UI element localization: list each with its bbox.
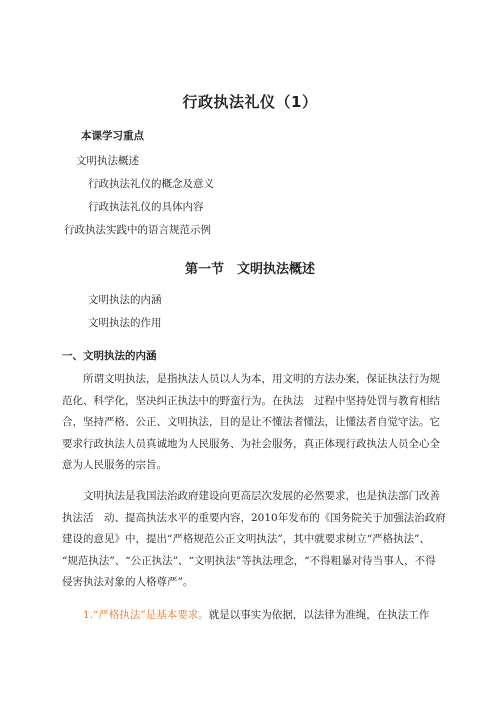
paragraph-2: [62, 486, 446, 594]
section-title: 第一节 文明执法概述: [184, 262, 315, 277]
paragraph-line: [62, 605, 440, 627]
focus-heading: 本课学习重点: [81, 130, 144, 142]
section-item: 文明执法的内涵: [88, 294, 162, 306]
paragraph-line: 建设的意见》中，提出“严格规范公正文明执法”，其中就要求树立“严格执法”、: [62, 533, 430, 545]
paragraph-line: 合，坚持严格、公正、文明执法，目的是让不懂法者懂法，让懂法者自觉守法。它: [62, 416, 440, 428]
paragraph-line: 文明执法是我国法治政府建设向更高层次发展的必然要求，也是执法部门改善: [83, 490, 440, 502]
section-item: 文明执法的作用: [88, 317, 162, 329]
paragraph-line: 意为人民服务的宗旨。: [62, 459, 167, 471]
focus-item: 行政执法实践中的语言规范示例: [64, 224, 211, 236]
paragraph-3: [62, 605, 440, 627]
page-title: 行政执法礼仪（1）: [182, 93, 318, 111]
paragraph-text: 就是以事实为依据，以法律为准绳，在执法工作: [208, 609, 430, 621]
focus-item: 行政执法礼仪的概念及意义: [88, 178, 214, 190]
focus-item: 行政执法礼仪的具体内容: [88, 201, 204, 213]
paragraph-line: 所谓文明执法，是指执法人员以人为本，用文明的方法办案，保证执法行为规: [83, 373, 440, 385]
focus-item: 文明执法概述: [76, 155, 139, 167]
paragraph-line: “规范执法”、“公正执法”、“文明执法”等执法理念，“不得粗暴对待当事人，不得: [62, 554, 436, 567]
highlight-text: 1.“严格执法”是基本要求。: [83, 609, 209, 621]
paragraph-line: 执法活 动、提高执法水平的重要内容，2010年发布的《国务院关于加强法治政府: [62, 511, 446, 524]
paragraph-line: 要求行政执法人员真诚地为人民服务、为社会服务，真正体现行政执法人员全心全: [62, 437, 440, 450]
paragraph-line: 范化、科学化，坚决纠正执法中的野蛮行为。在执法 过程中坚持处罚与教育相结: [62, 394, 440, 407]
subsection-heading: 一、文明执法的内涵: [62, 350, 157, 362]
paragraph-1: [62, 369, 440, 477]
paragraph-line: 侵害执法对象的人格尊严”。: [62, 576, 194, 588]
